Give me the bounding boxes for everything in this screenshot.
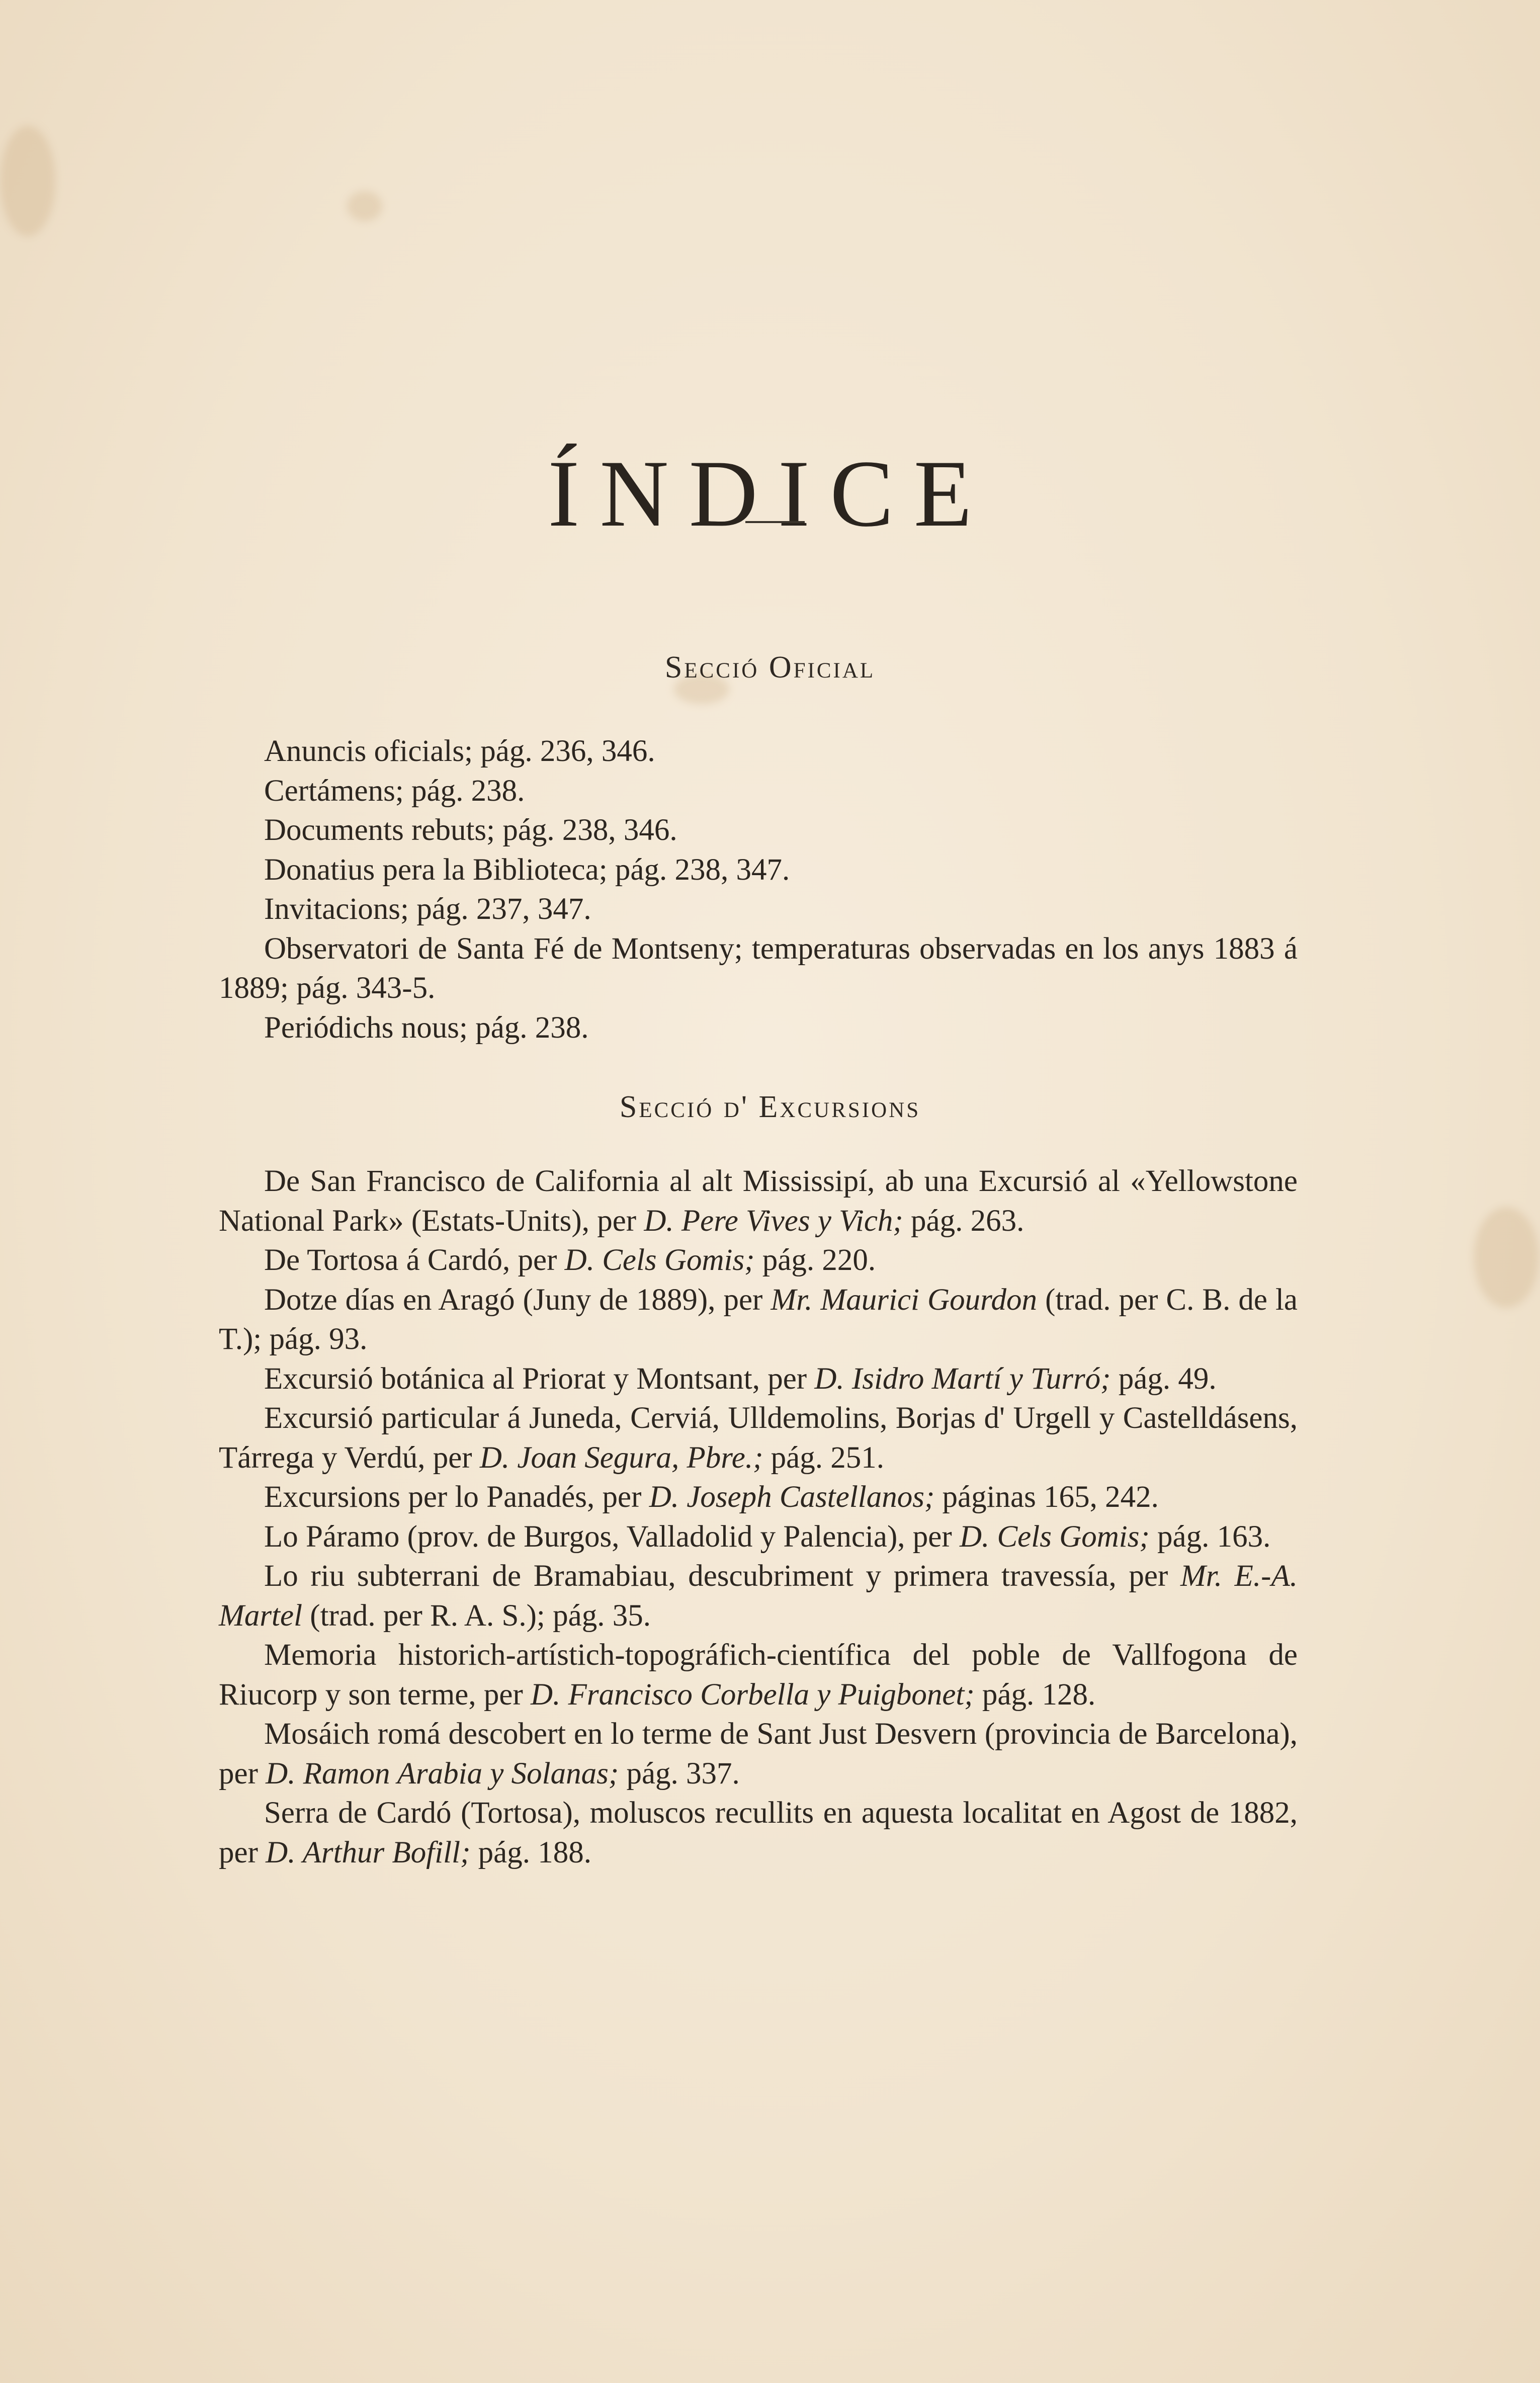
paper-stain (347, 191, 382, 221)
paper-stain (1474, 1207, 1539, 1308)
index-entry: Invitacions; pág. 237, 347. (264, 892, 591, 926)
entry-title: Lo riu subterrani de Bramabiau, descubriment y primera travessía, per (264, 1559, 1168, 1593)
entry-author: D. Pere Vives y Vich; (644, 1204, 903, 1238)
index-entry: Documents rebuts; pág. 238, 346. (264, 813, 677, 847)
index-entry (219, 1162, 1298, 1241)
index-list-oficial (219, 732, 1298, 1048)
index-entry (219, 1636, 1298, 1715)
section-heading-oficial: Secció Oficial (664, 650, 876, 685)
entry-author: Mr. E.-A. Martel (219, 1559, 1298, 1633)
entry-author: D. Arthur Bofill; (266, 1835, 471, 1869)
entry-title: De Tortosa á Cardó, per (264, 1243, 557, 1277)
entry-pages: (trad. per C. B. de la T.); pág. 93. (219, 1283, 1298, 1356)
entry-author: D. Cels Gomis; (564, 1243, 755, 1277)
entry-title: Excursió particular á Juneda, Cerviá, Ulldemolins, Borjas d' Urgell y Castelldásens, Tárrega y Verdú, per (219, 1401, 1298, 1475)
entry-author: D. Joseph Castellanos; (649, 1480, 935, 1514)
index-entry (219, 1557, 1298, 1636)
entry-title: Lo Páramo (prov. de Burgos, Valladolid y Palencia), per (264, 1519, 952, 1554)
entry-author: D. Francisco Corbella y Puigbonet; (531, 1677, 975, 1712)
entry-pages: pág. 188. (478, 1835, 591, 1869)
index-entry: Observatori de Santa Fé de Montseny; temperaturas observadas en los anys 1883 á 1889; pág. 343-5. (219, 931, 1298, 1005)
entry-title: Dotze días en Aragó (Juny de 1889), per (264, 1283, 763, 1317)
entry-pages: páginas 165, 242. (942, 1480, 1159, 1514)
entry-author: D. Isidro Martí y Turró; (814, 1361, 1111, 1396)
index-entry: Donatius pera la Biblioteca; pág. 238, 347. (264, 853, 790, 887)
index-entry (219, 1241, 1298, 1281)
index-entry (219, 1517, 1298, 1557)
paper-stain (0, 126, 55, 236)
index-list-excursions (219, 1162, 1298, 1873)
title-rule (745, 521, 805, 523)
entry-pages: pág. 220. (762, 1243, 876, 1277)
index-entry: Certámens; pág. 238. (264, 774, 525, 808)
index-entry (219, 1281, 1298, 1359)
entry-pages: (trad. per R. A. S.); pág. 35. (310, 1598, 651, 1633)
index-entry (219, 1359, 1298, 1399)
entry-title: De San Francisco de California al alt Mississipí, ab una Excursió al «Yellowstone National Park» (Estats-Units), per (219, 1164, 1298, 1238)
entry-author: Mr. Maurici Gourdon (771, 1283, 1038, 1317)
index-entry (219, 1478, 1298, 1517)
entry-pages: pág. 263. (911, 1204, 1024, 1238)
entry-author: D. Joan Segura, Pbre.; (479, 1440, 763, 1475)
entry-pages: pág. 49. (1118, 1361, 1217, 1396)
entry-author: D. Ramon Arabia y Solanas; (266, 1756, 619, 1791)
page-title: ÍNDICE (548, 441, 992, 547)
index-entry (219, 1715, 1298, 1794)
index-entry (219, 1399, 1298, 1478)
entry-title: Mosáich romá descobert en lo terme de Sant Just Desvern (provincia de Barcelona), per (219, 1717, 1298, 1791)
entry-title: Serra de Cardó (Tortosa), moluscos recullits en aquesta localitat en Agost de 1882, per (219, 1796, 1298, 1869)
entry-pages: pág. 128. (982, 1677, 1096, 1712)
entry-pages: pág. 251. (771, 1440, 884, 1475)
entry-title: Excursió botánica al Priorat y Montsant, per (264, 1361, 807, 1396)
entry-author: D. Cels Gomis; (959, 1519, 1150, 1554)
index-entry: Anuncis oficials; pág. 236, 346. (264, 734, 655, 768)
entry-title: Excursions per lo Panadés, per (264, 1480, 642, 1514)
index-entry (219, 1794, 1298, 1873)
index-entry: Periódichs nous; pág. 238. (264, 1010, 589, 1045)
section-heading-excursions: Secció d' Excursions (619, 1090, 921, 1124)
entry-pages: pág. 337. (626, 1756, 740, 1791)
entry-title: Memoria historich-artístich-topográfich-científica del poble de Vallfogona de Riucorp y son terme, per (219, 1638, 1298, 1712)
entry-pages: pág. 163. (1157, 1519, 1271, 1554)
